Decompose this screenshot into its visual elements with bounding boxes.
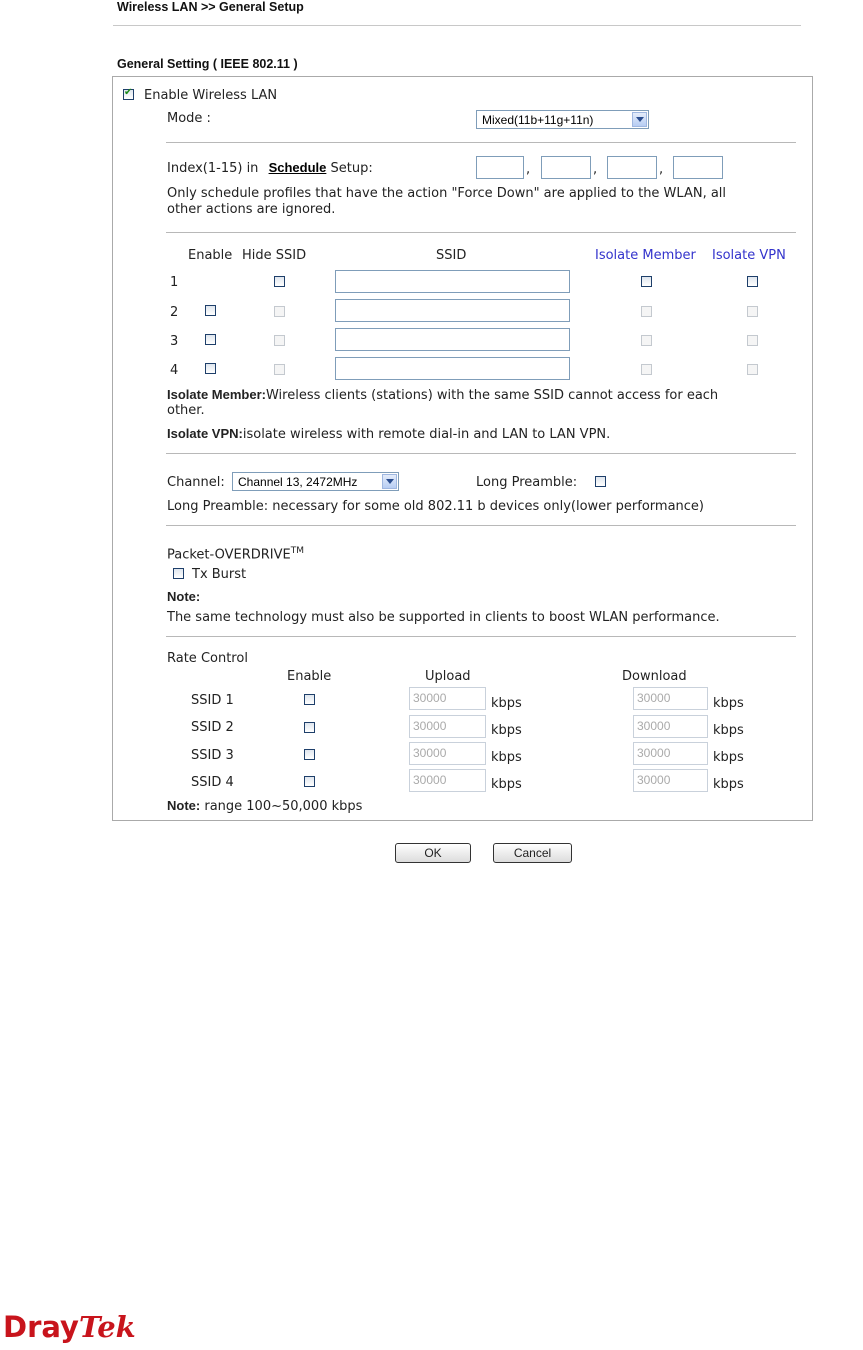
upload-ssid-3-input[interactable]: 30000 [409,742,486,765]
rate-ssid-label: SSID 2 [191,720,234,735]
kbps-unit: kbps [491,750,522,765]
isolate-member-note-text: Wireless clients (stations) with the same SSID cannot access for each [265,388,719,403]
rate-header-download: Download [622,669,687,684]
isolate-member-4-checkbox[interactable] [641,364,652,375]
isolate-member-note-line2: other. [167,403,205,418]
rate-header-enable: Enable [287,669,332,684]
long-preamble-label: Long Preamble: [476,475,578,490]
kbps-unit: kbps [713,723,744,738]
kbps-unit: kbps [491,723,522,738]
chevron-down-icon [382,474,397,489]
logo-dray: Dray [3,1310,79,1344]
long-preamble-note: Long Preamble: necessary for some old 802.11 b devices only(lower performance) [167,499,704,514]
rate-control-title: Rate Control [167,651,248,666]
schedule-prefix: Index(1-15) in [167,161,263,176]
download-ssid-4-input[interactable]: 30000 [633,769,708,792]
schedule-index-3-input[interactable] [607,156,657,179]
rate-ssid-label: SSID 4 [191,775,234,790]
isolate-vpn-4-checkbox[interactable] [747,364,758,375]
kbps-unit: kbps [491,777,522,792]
isolate-member-2-checkbox[interactable] [641,306,652,317]
packet-overdrive-title [167,546,304,562]
ssid-row-index: 2 [170,305,179,320]
header-enable: Enable [188,248,233,263]
tx-burst-label: Tx Burst [192,567,247,582]
chevron-down-icon [632,112,647,127]
isolate-vpn-note-label: Isolate VPN: [167,426,243,441]
ssid-2-input[interactable] [335,299,570,322]
tx-burst-checkbox[interactable] [173,568,184,579]
schedule-index-1-input[interactable] [476,156,524,179]
rate-control-note-label: Note: [167,798,201,813]
rate-ssid-label: SSID 1 [191,693,234,708]
comma: , [593,162,598,177]
trademark-mark: TM [290,546,304,556]
rate-header-upload: Upload [425,669,471,684]
kbps-unit: kbps [713,750,744,765]
section-title: General Setting ( IEEE 802.11 ) [117,57,298,71]
header-isolate-vpn: Isolate VPN [712,248,786,263]
isolate-vpn-3-checkbox[interactable] [747,335,758,346]
isolate-member-note-label: Isolate Member: [167,387,266,402]
isolate-member-1-checkbox[interactable] [641,276,652,287]
kbps-unit: kbps [491,696,522,711]
upload-ssid-1-input[interactable]: 30000 [409,687,486,710]
ssid-1-input[interactable] [335,270,570,293]
packet-overdrive-text: Packet-OVERDRIVE [167,547,291,563]
header-isolate-member: Isolate Member [595,248,696,263]
isolate-vpn-1-checkbox[interactable] [747,276,758,287]
isolate-vpn-note [167,426,610,442]
ssid-row-index: 1 [170,275,179,290]
cancel-button[interactable]: Cancel [493,843,572,863]
schedule-index-2-input[interactable] [541,156,591,179]
hide-ssid-4-checkbox[interactable] [274,364,285,375]
comma: , [659,162,664,177]
packet-overdrive-note-label: Note: [167,589,201,604]
mode-label: Mode : [167,111,211,126]
isolate-member-3-checkbox[interactable] [641,335,652,346]
upload-ssid-4-input[interactable]: 30000 [409,769,486,792]
channel-select-value: Channel 13, 2472MHz [238,475,358,489]
schedule-suffix: Setup: [326,161,373,176]
enable-wireless-lan-checkbox[interactable] [123,89,134,100]
isolate-vpn-2-checkbox[interactable] [747,306,758,317]
hide-ssid-1-checkbox[interactable] [274,276,285,287]
kbps-unit: kbps [713,696,744,711]
rate-control-note-text: range 100~50,000 kbps [200,799,363,814]
schedule-label [167,160,373,176]
download-ssid-3-input[interactable]: 30000 [633,742,708,765]
channel-label: Channel: [167,475,225,490]
schedule-link[interactable]: Schedule [268,160,327,175]
breadcrumb-divider [113,25,801,26]
rate-control-note [167,798,362,814]
ssid-3-input[interactable] [335,328,570,351]
divider [166,232,796,233]
ok-button[interactable]: OK [395,843,471,863]
schedule-note-line2: other actions are ignored. [167,202,336,217]
divider [166,525,796,526]
breadcrumb: Wireless LAN >> General Setup [117,0,304,14]
enable-ssid-3-checkbox[interactable] [205,334,216,345]
rate-ssid-label: SSID 3 [191,748,234,763]
divider [166,142,796,143]
isolate-vpn-note-text: isolate wireless with remote dial-in and LAN to LAN VPN. [242,427,611,442]
enable-ssid-4-checkbox[interactable] [205,363,216,374]
header-ssid: SSID [436,248,467,263]
rate-enable-ssid-3-checkbox[interactable] [304,749,315,760]
hide-ssid-3-checkbox[interactable] [274,335,285,346]
ssid-row-index: 4 [170,363,179,378]
rate-enable-ssid-4-checkbox[interactable] [304,776,315,787]
divider [166,453,796,454]
enable-ssid-2-checkbox[interactable] [205,305,216,316]
logo-tek: Tek [78,1310,136,1344]
draytek-logo [3,1310,136,1344]
schedule-note-line1: Only schedule profiles that have the action "Force Down" are applied to the WLAN, all [167,186,727,201]
packet-overdrive-note: The same technology must also be supported in clients to boost WLAN performance. [167,610,720,625]
channel-select[interactable] [232,472,399,491]
enable-wireless-lan-label: Enable Wireless LAN [144,88,278,103]
rate-enable-ssid-2-checkbox[interactable] [304,722,315,733]
hide-ssid-2-checkbox[interactable] [274,306,285,317]
mode-select[interactable] [476,110,649,129]
ssid-4-input[interactable] [335,357,570,380]
isolate-member-note [167,387,718,403]
rate-enable-ssid-1-checkbox[interactable] [304,694,315,705]
header-hide-ssid: Hide SSID [242,248,307,263]
kbps-unit: kbps [713,777,744,792]
download-ssid-1-input[interactable]: 30000 [633,687,708,710]
divider [166,636,796,637]
long-preamble-checkbox[interactable] [595,476,606,487]
ssid-row-index: 3 [170,334,179,349]
schedule-index-4-input[interactable] [673,156,723,179]
upload-ssid-2-input[interactable]: 30000 [409,715,486,738]
mode-select-value: Mixed(11b+11g+11n) [482,113,594,127]
download-ssid-2-input[interactable]: 30000 [633,715,708,738]
comma: , [526,162,531,177]
